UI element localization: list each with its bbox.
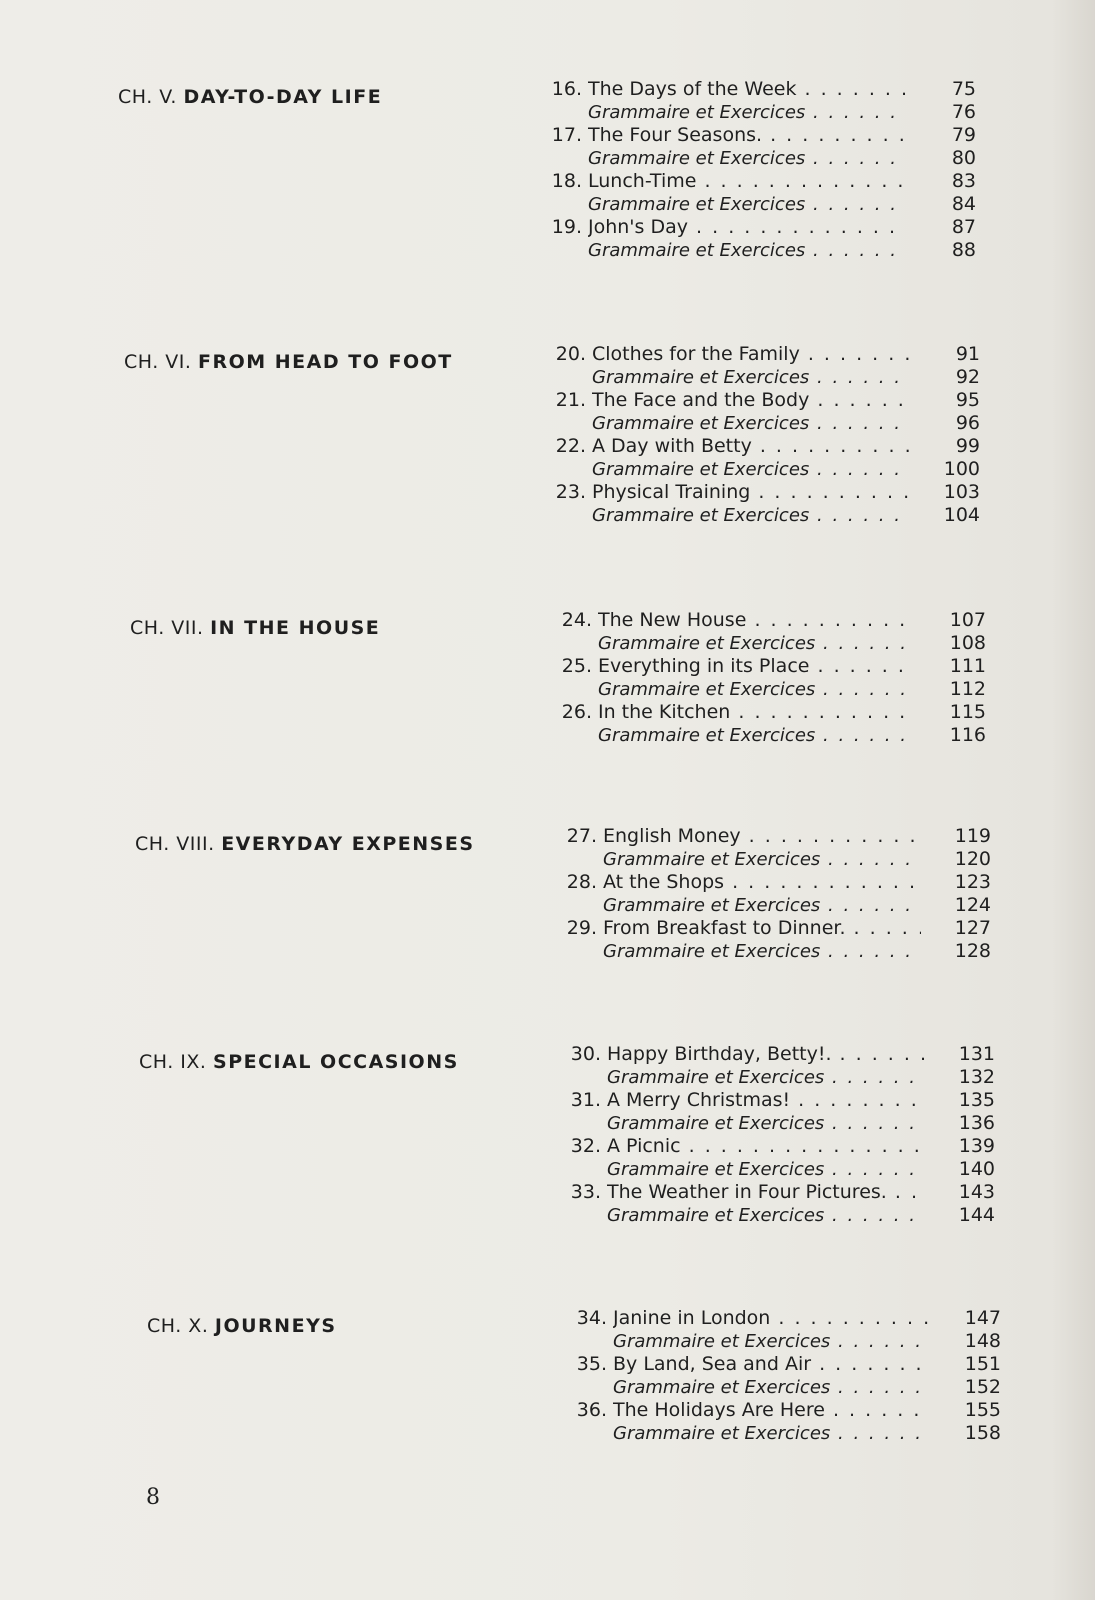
entry-number: 26. [561, 701, 592, 723]
entry-page: 104 [943, 504, 980, 526]
entry-page: 123 [954, 871, 991, 893]
entry-page: 139 [958, 1135, 995, 1157]
chapter-number: CH. X. [147, 1315, 209, 1337]
entry-number: 34. [576, 1307, 607, 1329]
entry-page: 112 [949, 678, 986, 700]
chapter-heading [118, 86, 382, 108]
entry-list [556, 609, 996, 747]
entry-page: 136 [958, 1112, 995, 1134]
toc-entry[interactable] [565, 1112, 1005, 1135]
entry-page: 135 [958, 1089, 995, 1111]
toc-entry[interactable] [556, 678, 996, 701]
entry-title: Happy Birthday, Betty!. . . . [607, 1043, 925, 1066]
entry-title: Lunch-Time . . . [588, 170, 906, 193]
toc-entry[interactable] [565, 1204, 1005, 1227]
toc-entry[interactable] [565, 1158, 1005, 1181]
chapter-number: CH. VIII. [135, 833, 215, 855]
toc-entry[interactable] [561, 940, 1001, 963]
entry-page: 155 [964, 1399, 1001, 1421]
entry-title: Grammaire et Exercices . . . [592, 412, 910, 435]
chapter-title: SPECIAL OCCASIONS [213, 1051, 459, 1073]
toc-entry[interactable] [550, 435, 990, 458]
entry-title: Clothes for the Family . . . [592, 343, 910, 366]
chapter-heading [139, 1051, 459, 1073]
entry-page: 124 [954, 894, 991, 916]
entry-title: Grammaire et Exercices . . . [603, 940, 921, 963]
entry-title: Janine in London . . . [613, 1307, 931, 1330]
toc-entry[interactable] [571, 1422, 1011, 1445]
entry-page: 103 [943, 481, 980, 503]
entry-title: Grammaire et Exercices . . . [598, 724, 916, 747]
entry-page: 100 [943, 458, 980, 480]
toc-entry[interactable] [565, 1066, 1005, 1089]
entry-page: 120 [954, 848, 991, 870]
chapter-title: EVERYDAY EXPENSES [221, 833, 475, 855]
entry-page: 147 [964, 1307, 1001, 1329]
entry-title: By Land, Sea and Air . . . [613, 1353, 931, 1376]
entry-title: Grammaire et Exercices . . . [592, 458, 910, 481]
entry-number: 36. [576, 1399, 607, 1421]
entry-page: 87 [951, 216, 976, 238]
entry-list [565, 1043, 1005, 1227]
toc-entry[interactable] [556, 724, 996, 747]
entry-title: Grammaire et Exercices . . . [598, 632, 916, 655]
entry-page: 152 [964, 1376, 1001, 1398]
entry-title: Grammaire et Exercices . . . [603, 894, 921, 917]
entry-number: 27. [566, 825, 597, 847]
page-number: 8 [146, 1485, 160, 1510]
toc-entry[interactable] [565, 1089, 1005, 1112]
entry-page: 99 [955, 435, 980, 457]
entry-page: 83 [951, 170, 976, 192]
entry-number: 31. [570, 1089, 601, 1111]
toc-entry[interactable] [556, 609, 996, 632]
entry-page: 143 [958, 1181, 995, 1203]
entry-number: 23. [555, 481, 586, 503]
entry-title: John's Day . . . [588, 216, 906, 239]
toc-entry[interactable] [571, 1353, 1011, 1376]
entry-page: 80 [951, 147, 976, 169]
chapter-title: JOURNEYS [214, 1315, 337, 1337]
entry-title: A Picnic . . . [607, 1135, 925, 1158]
entry-title: Grammaire et Exercices . . . [592, 366, 910, 389]
toc-entry[interactable] [546, 170, 986, 193]
chapter-title: DAY-TO-DAY LIFE [183, 86, 383, 108]
toc-entry[interactable] [546, 101, 986, 124]
entry-page: 95 [955, 389, 980, 411]
entry-page: 91 [955, 343, 980, 365]
entry-number: 20. [555, 343, 586, 365]
entry-page: 88 [951, 239, 976, 261]
entry-number: 30. [570, 1043, 601, 1065]
toc-entry[interactable] [556, 655, 996, 678]
entry-page: 92 [955, 366, 980, 388]
entry-number: 16. [551, 78, 582, 100]
toc-entry[interactable] [546, 147, 986, 170]
toc-entry[interactable] [550, 504, 990, 527]
toc-entry[interactable] [571, 1330, 1011, 1353]
toc-entry[interactable] [571, 1376, 1011, 1399]
toc-entry[interactable] [546, 216, 986, 239]
entry-title: Grammaire et Exercices . . . [603, 848, 921, 871]
entry-title: From Breakfast to Dinner. . . . [603, 917, 921, 940]
entry-list [550, 343, 990, 527]
entry-title: Grammaire et Exercices . . . [588, 239, 906, 262]
chapter-title: IN THE HOUSE [210, 617, 381, 639]
entry-title: In the Kitchen . . . [598, 701, 916, 724]
toc-entry[interactable] [571, 1399, 1011, 1422]
chapter-heading [130, 617, 380, 639]
toc-entry[interactable] [561, 894, 1001, 917]
toc-entry[interactable] [550, 481, 990, 504]
toc-entry[interactable] [561, 871, 1001, 894]
entry-page: 79 [951, 124, 976, 146]
entry-title: Grammaire et Exercices . . . [613, 1422, 931, 1445]
entry-title: Grammaire et Exercices . . . [607, 1204, 925, 1227]
entry-title: A Day with Betty . . . [592, 435, 910, 458]
entry-number: 18. [551, 170, 582, 192]
entry-list [546, 78, 986, 262]
toc-entry[interactable] [556, 632, 996, 655]
entry-page: 128 [954, 940, 991, 962]
chapter-number: CH. VI. [124, 351, 192, 373]
entry-page: 151 [964, 1353, 1001, 1375]
chapter-title: FROM HEAD TO FOOT [198, 351, 453, 373]
entry-page: 131 [958, 1043, 995, 1065]
toc-entry[interactable] [546, 239, 986, 262]
entry-number: 29. [566, 917, 597, 939]
entry-number: 19. [551, 216, 582, 238]
toc-entry[interactable] [546, 124, 986, 147]
entry-title: Grammaire et Exercices . . . [613, 1330, 931, 1353]
entry-title: Everything in its Place . . . [598, 655, 916, 678]
entry-list [571, 1307, 1011, 1445]
toc-entry[interactable] [565, 1043, 1005, 1066]
entry-number: 35. [576, 1353, 607, 1375]
entry-page: 140 [958, 1158, 995, 1180]
entry-number: 33. [570, 1181, 601, 1203]
entry-title: Grammaire et Exercices . . . [592, 504, 910, 527]
toc-entry[interactable] [550, 343, 990, 366]
entry-title: Grammaire et Exercices . . . [588, 193, 906, 216]
entry-page: 158 [964, 1422, 1001, 1444]
toc-entry[interactable] [550, 458, 990, 481]
entry-title: Grammaire et Exercices . . . [613, 1376, 931, 1399]
entry-title: Grammaire et Exercices . . . [598, 678, 916, 701]
toc-entry[interactable] [571, 1307, 1011, 1330]
chapter-heading [147, 1315, 337, 1337]
toc-entry[interactable] [556, 701, 996, 724]
entry-title: Grammaire et Exercices . . . [607, 1112, 925, 1135]
entry-page: 75 [951, 78, 976, 100]
chapter-number: CH. V. [118, 86, 177, 108]
toc-entry[interactable] [565, 1181, 1005, 1204]
toc-entry[interactable] [550, 366, 990, 389]
entry-page: 115 [949, 701, 986, 723]
toc-entry[interactable] [561, 848, 1001, 871]
entry-title: The Four Seasons. . . . [588, 124, 906, 147]
toc-entry[interactable] [550, 389, 990, 412]
entry-title: Grammaire et Exercices . . . [607, 1158, 925, 1181]
entry-page: 127 [954, 917, 991, 939]
entry-page: 148 [964, 1330, 1001, 1352]
entry-number: 21. [555, 389, 586, 411]
chapter-heading [124, 351, 453, 373]
entry-title: The New House . . . [598, 609, 916, 632]
entry-title: At the Shops . . . [603, 871, 921, 894]
entry-number: 32. [570, 1135, 601, 1157]
entry-page: 119 [954, 825, 991, 847]
entry-page: 107 [949, 609, 986, 631]
entry-number: 22. [555, 435, 586, 457]
toc-entry[interactable] [565, 1135, 1005, 1158]
entry-number: 17. [551, 124, 582, 146]
entry-title: The Face and the Body . . . [592, 389, 910, 412]
entry-title: The Days of the Week . . . [588, 78, 906, 101]
toc-entry[interactable] [561, 917, 1001, 940]
entry-number: 24. [561, 609, 592, 631]
toc-entry[interactable] [546, 78, 986, 101]
toc-entry[interactable] [561, 825, 1001, 848]
entry-page: 108 [949, 632, 986, 654]
entry-page: 111 [949, 655, 986, 677]
chapter-number: CH. VII. [130, 617, 204, 639]
entry-title: Grammaire et Exercices . . . [588, 147, 906, 170]
entry-page: 116 [949, 724, 986, 746]
entry-title: Physical Training . . . [592, 481, 910, 504]
entry-page: 76 [951, 101, 976, 123]
entry-title: A Merry Christmas! . . . [607, 1089, 925, 1112]
entry-title: Grammaire et Exercices . . . [588, 101, 906, 124]
entry-title: The Holidays Are Here . . . [613, 1399, 931, 1422]
entry-title: English Money . . . [603, 825, 921, 848]
toc-entry[interactable] [550, 412, 990, 435]
entry-title: The Weather in Four Pictures. . . . [607, 1181, 925, 1204]
entry-page: 84 [951, 193, 976, 215]
toc-entry[interactable] [546, 193, 986, 216]
entry-number: 28. [566, 871, 597, 893]
chapter-number: CH. IX. [139, 1051, 207, 1073]
entry-list [561, 825, 1001, 963]
entry-number: 25. [561, 655, 592, 677]
entry-page: 144 [958, 1204, 995, 1226]
entry-title: Grammaire et Exercices . . . [607, 1066, 925, 1089]
chapter-heading [135, 833, 475, 855]
entry-page: 132 [958, 1066, 995, 1088]
entry-page: 96 [955, 412, 980, 434]
